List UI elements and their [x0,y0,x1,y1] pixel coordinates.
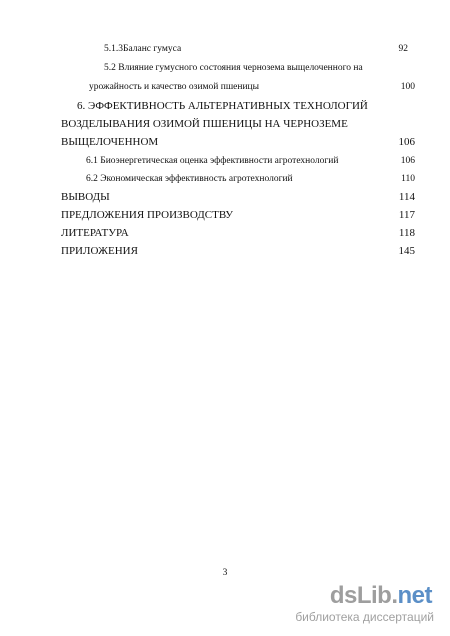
toc-entry-title-continuation: ВЫЩЕЛОЧЕННОМ [61,136,159,148]
toc-entry-title-continuation: урожайность и качество озимой пшеницы [89,82,259,92]
toc-entry-page: 106 [398,136,415,148]
toc-entry-page: 145 [398,245,415,257]
toc-entry-page: 118 [398,227,415,239]
toc-entry-page: 114 [398,191,415,203]
toc-entry-title: 5.1.3Баланс гумуса [104,44,182,54]
logo-text: dsLib. [329,582,398,609]
toc-entry-title: ВЫВОДЫ [61,191,110,203]
toc-entry-title-continuation: ВОЗДЕЛЫВАНИЯ ОЗИМОЙ ПШЕНИЦЫ НА ЧЕРНОЗЕМЕ [61,118,348,130]
toc-entry-title: ПРЕДЛОЖЕНИЯ ПРОИЗВОДСТВУ [61,209,234,221]
page-number: 3 [222,568,228,578]
site-tagline: библиотека диссертаций [295,610,434,624]
toc-entry-title: ПРИЛОЖЕНИЯ [61,245,138,257]
toc-entry-page: 110 [401,174,415,184]
toc-entry-title: 6.2 Экономическая эффективность агротехнологий [86,174,293,184]
toc-entry-title: 6.1 Биоэнергетическая оценка эффективности агротехнологий [86,156,339,166]
toc-entry-title: ЛИТЕРАТУРА [61,227,129,239]
logo-domain: net [397,582,432,609]
toc-entry-page: 117 [398,209,415,221]
site-logo [330,582,432,610]
site-watermark[interactable] [238,582,438,628]
toc-entry-page: 106 [400,156,415,166]
toc-entry-page: 100 [400,82,415,92]
toc-entry-title: 6. ЭФФЕКТИВНОСТЬ АЛЬТЕРНАТИВНЫХ ТЕХНОЛОГИЙ [77,100,368,112]
toc-entry-title: 5.2 Влияние гумусного состояния чернозема выщелоченного на [104,63,363,73]
toc-entry-page: 92 [398,44,408,54]
